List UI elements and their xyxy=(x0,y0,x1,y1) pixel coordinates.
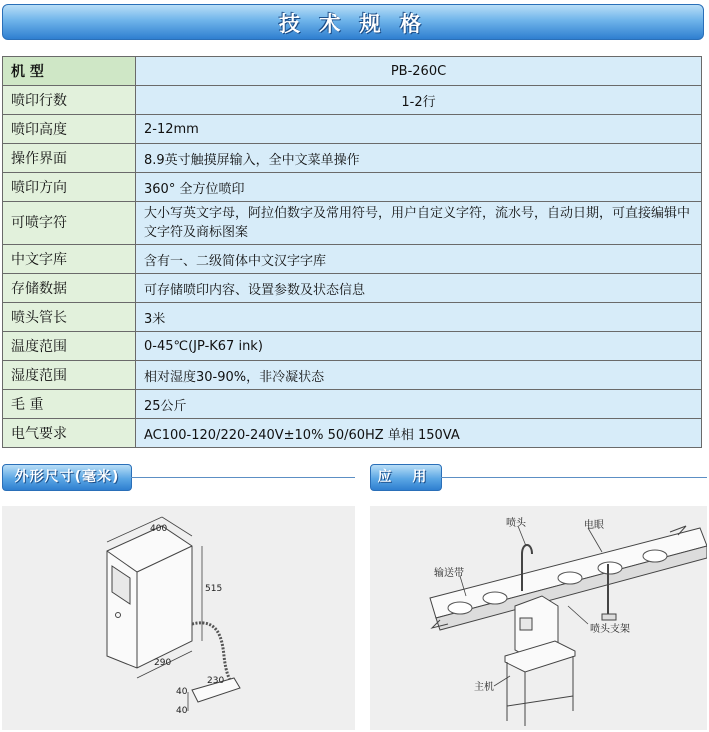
spec-key: 机 型 xyxy=(3,57,136,86)
spec-value: 1-2行 xyxy=(136,86,702,115)
head-a-dimension: 40 xyxy=(176,687,188,697)
dimensions-figure xyxy=(2,506,355,730)
table-row xyxy=(3,202,702,245)
divider xyxy=(131,477,355,478)
table-row xyxy=(3,245,702,274)
conveyor-label: 输送带 xyxy=(434,568,464,579)
head-bracket-label: 喷头支架 xyxy=(590,624,630,635)
spec-key: 可喷字符 xyxy=(3,202,136,245)
table-row xyxy=(3,419,702,448)
spec-key: 毛 重 xyxy=(3,390,136,419)
spec-key: 存储数据 xyxy=(3,274,136,303)
spec-value: 3米 xyxy=(136,303,702,332)
head-length-dimension: 230 xyxy=(207,676,225,686)
conveyor-drawing xyxy=(370,506,707,730)
spec-key: 湿度范围 xyxy=(3,361,136,390)
spec-key: 中文字库 xyxy=(3,245,136,274)
dimensions-section-tag: 外形尺寸(毫米) xyxy=(2,464,132,491)
application-figure xyxy=(370,506,707,730)
spec-key: 喷印高度 xyxy=(3,115,136,144)
width-dimension: 400 xyxy=(150,524,168,534)
table-row xyxy=(3,303,702,332)
spec-value: 可存储喷印内容、设置参数及状态信息 xyxy=(136,274,702,303)
page-title: 技 术 规 格 xyxy=(279,12,427,36)
depth-dimension: 290 xyxy=(154,658,172,668)
table-row xyxy=(3,173,702,202)
spec-value: 相对湿度30-90%，非冷凝状态 xyxy=(136,361,702,390)
spec-key: 电气要求 xyxy=(3,419,136,448)
spec-value: 大小写英文字母，阿拉伯数字及常用符号，用户自定义字符，流水号，自动日期，可直接编辑中文字符及商标图案 xyxy=(136,202,702,245)
spec-key: 喷印方向 xyxy=(3,173,136,202)
table-row xyxy=(3,390,702,419)
table-row xyxy=(3,361,702,390)
application-section-tag: 应 用 xyxy=(370,464,442,491)
print-head-label: 喷头 xyxy=(506,518,526,529)
spec-value: AC100-120/220-240V±10% 50/60HZ 单相 150VA xyxy=(136,419,702,448)
table-row xyxy=(3,144,702,173)
table-row xyxy=(3,332,702,361)
height-dimension: 515 xyxy=(205,584,223,594)
spec-key: 喷印行数 xyxy=(3,86,136,115)
spec-value: PB-260C xyxy=(136,57,702,86)
table-row xyxy=(3,115,702,144)
spec-value: 360° 全方位喷印 xyxy=(136,173,702,202)
spec-table xyxy=(2,56,702,448)
table-row xyxy=(3,86,702,115)
spec-value: 8.9英寸触摸屏输入，全中文菜单操作 xyxy=(136,144,702,173)
spec-value: 含有一、二级简体中文汉字字库 xyxy=(136,245,702,274)
spec-key: 操作界面 xyxy=(3,144,136,173)
divider xyxy=(441,477,707,478)
spec-key: 喷头管长 xyxy=(3,303,136,332)
spec-key: 温度范围 xyxy=(3,332,136,361)
spec-value: 25公斤 xyxy=(136,390,702,419)
table-row xyxy=(3,274,702,303)
table-row xyxy=(3,57,702,86)
head-b-dimension: 40 xyxy=(176,706,188,716)
spec-value: 0-45℃(JP-K67 ink) xyxy=(136,332,702,361)
spec-value: 2-12mm xyxy=(136,115,702,144)
title-banner xyxy=(2,4,704,40)
photo-eye-label: 电眼 xyxy=(584,520,604,531)
main-unit-label: 主机 xyxy=(474,682,494,693)
